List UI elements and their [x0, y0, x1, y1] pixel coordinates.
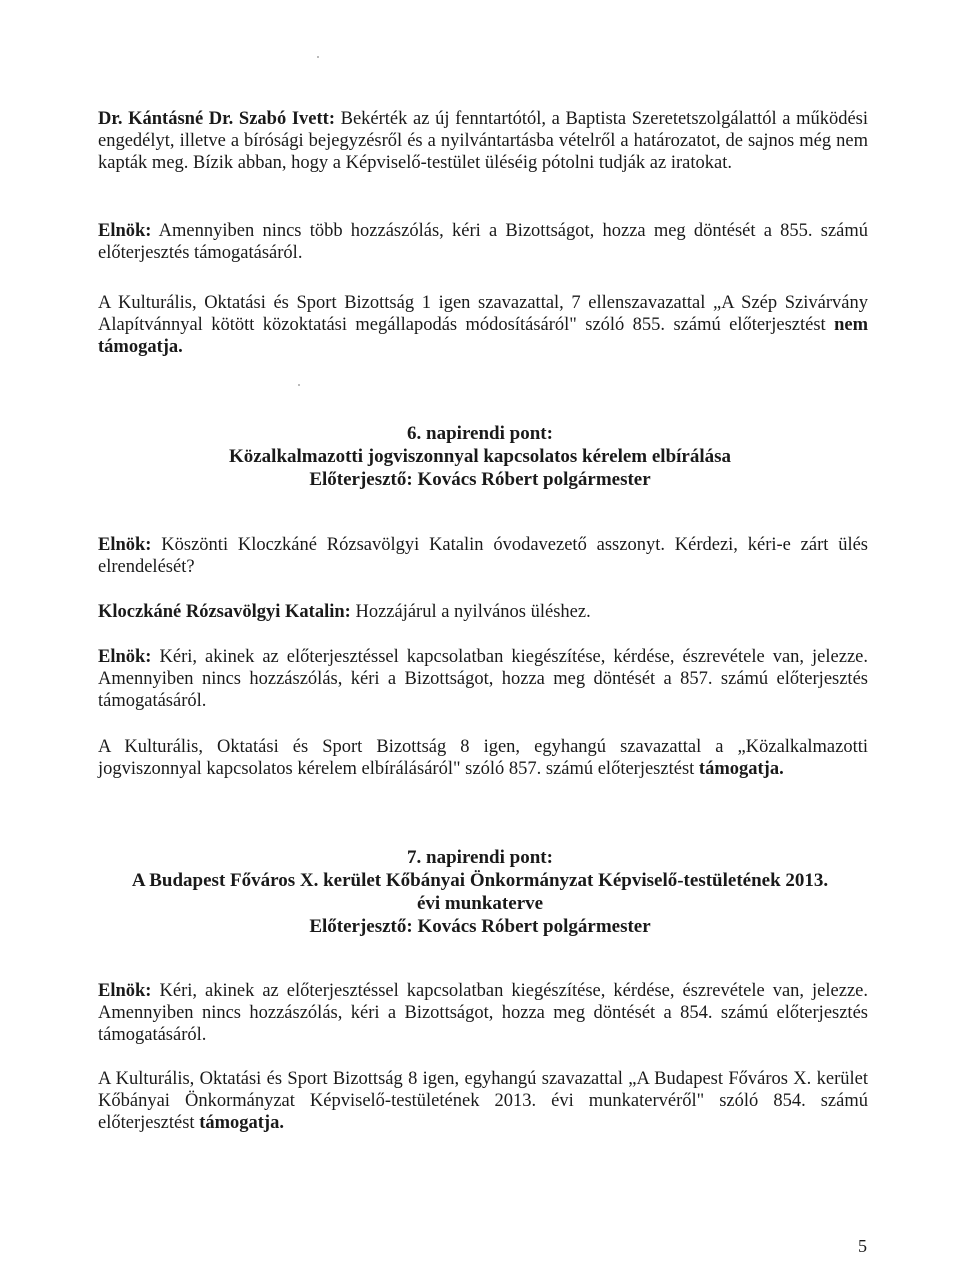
speaker-name: Elnök:: [98, 647, 152, 667]
paragraph-elnok-greeting: [98, 534, 868, 578]
agenda-presenter: Előterjesztő: Kovács Róbert polgármester: [309, 916, 651, 937]
speaker-name: Elnök:: [98, 221, 152, 241]
decision-emphasis: nem támogatja.: [98, 315, 869, 357]
paragraph-text: Hozzájárul a nyilvános üléshez.: [355, 602, 591, 622]
paragraph-decision-857: [98, 736, 868, 780]
paragraph-text: A Kulturális, Oktatási és Sport Bizottság 8 igen, egyhangú szavazattal a „Közalkalmazotti jogviszonnyal kapcsolatos kérelem elbírálásáról" szóló 857. számú előterjesztést: [98, 737, 868, 779]
agenda-heading-6: [80, 422, 880, 491]
paragraph-elnok-857: [98, 646, 868, 712]
page-number: 5: [858, 1236, 867, 1256]
decision-emphasis: támogatja.: [698, 759, 784, 779]
agenda-number: 7. napirendi pont:: [407, 847, 553, 868]
paragraph-elnok-855: [98, 220, 868, 264]
agenda-presenter: Előterjesztő: Kovács Róbert polgármester: [309, 469, 651, 490]
paragraph-decision-854: [98, 1068, 868, 1134]
paragraph-elnok-854: [98, 980, 868, 1046]
paragraph-text: Amennyiben nincs több hozzászólás, kéri a Bizottságot, hozza meg döntését a 855. számú előterjesztés támogatásáról.: [98, 221, 869, 263]
speaker-name: Elnök:: [98, 535, 152, 555]
decision-emphasis: támogatja.: [199, 1113, 284, 1133]
paragraph-kantasne: [98, 108, 868, 174]
paragraph-text: A Kulturális, Oktatási és Sport Bizottság 8 igen, egyhangú szavazattal „A Budapest Főváros X. kerület Kőbányai Önkormányzat Képviselő-testületének 2013. évi munkatervéről" szóló 854. számú előterjesztést: [98, 1069, 868, 1133]
speaker-name: Kloczkáné Rózsavölgyi Katalin:: [98, 602, 351, 622]
scan-speck: [298, 384, 300, 386]
agenda-number: 6. napirendi pont:: [407, 423, 553, 444]
paragraph-kloczkane: [98, 601, 868, 623]
speaker-name: Dr. Kántásné Dr. Szabó Ivett:: [98, 109, 335, 129]
paragraph-text: Kéri, akinek az előterjesztéssel kapcsolatban kiegészítése, kérdése, észrevétele van, jelezze. Amennyiben nincs hozzászólás, kéri a Bizottságot, hozza meg döntését a 857. számú előterjesztés támogatásáról.: [98, 647, 869, 711]
speaker-name: Elnök:: [98, 981, 152, 1001]
paragraph-text: Köszönti Kloczkáné Rózsavölgyi Katalin óvodavezető asszonyt. Kérdezi, kéri-e zárt ülés elrendelését?: [98, 535, 868, 577]
paragraph-text: Kéri, akinek az előterjesztéssel kapcsolatban kiegészítése, kérdése, észrevétele van, jelezze. Amennyiben nincs hozzászólás, kéri a Bizottságot, hozza meg döntését a 854. számú előterjesztés támogatásáról.: [98, 981, 869, 1045]
agenda-title: A Budapest Főváros X. kerület Kőbányai Önkormányzat Képviselő-testületének 2013. évi munkaterve: [131, 870, 829, 914]
agenda-title: Közalkalmazotti jogviszonnyal kapcsolatos kérelem elbírálása: [228, 446, 732, 467]
agenda-heading-7: [80, 846, 880, 938]
scan-speck: [317, 56, 319, 58]
paragraph-text: A Kulturális, Oktatási és Sport Bizottság 1 igen szavazattal, 7 ellenszavazattal „A Szép Szivárvány Alapítvánnyal kötött közoktatási megállapodás módosításáról" szóló 855. számú előterjesztést: [98, 293, 868, 335]
paragraph-text: Bekérték az új fenntartótól, a Baptista Szeretetszolgálattól a működési engedélyt, illetve a bírósági bejegyzésről és a nyilvántartásba vételről a határozatot, de sajnos még nem kapták meg. Bízik abban, hogy a Képviselő-testület üléséig pótolni tudják az iratokat.: [98, 109, 869, 173]
paragraph-decision-855: [98, 292, 868, 358]
